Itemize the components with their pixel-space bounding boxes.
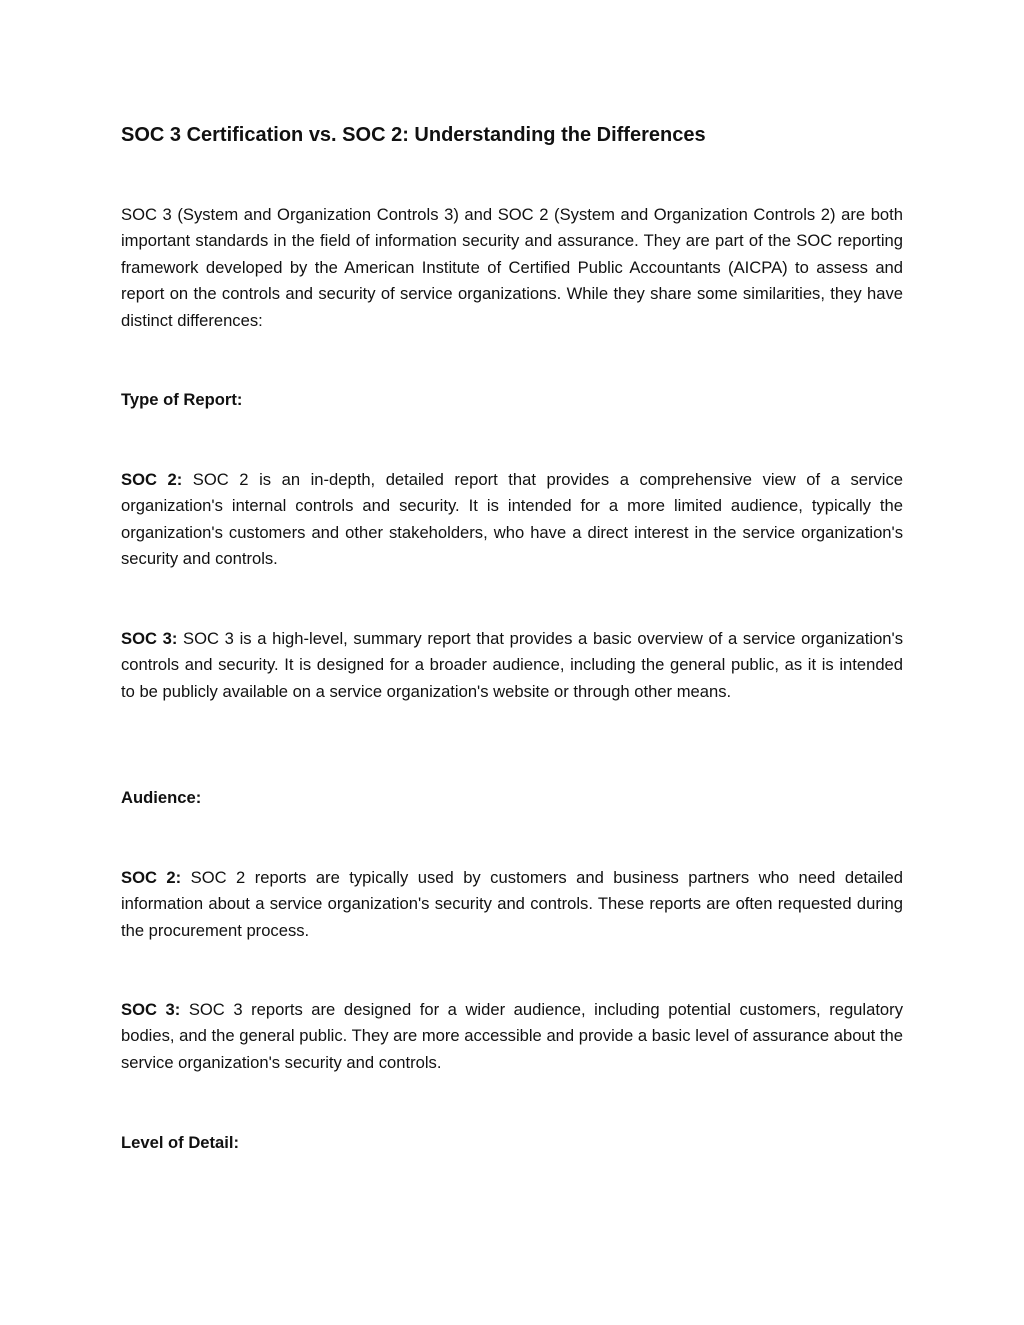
soc3-report-type-text: SOC 3 is a high-level, summary report that provides a basic overview of a service organization's controls and security. It is designed for a broader audience, including the general public, as it is intended to be publicly available on a service organization's website or through other means. xyxy=(121,629,903,701)
soc2-report-type-paragraph xyxy=(121,467,903,573)
soc3-audience-text: SOC 3 reports are designed for a wider audience, including potential customers, regulatory bodies, and the general public. They are more accessible and provide a basic level of assurance about the service organization's security and controls. xyxy=(121,1000,903,1072)
soc3-label: SOC 3: xyxy=(121,629,178,648)
section-heading-audience: Audience: xyxy=(121,788,202,807)
intro-paragraph: SOC 3 (System and Organization Controls 3) and SOC 2 (System and Organization Controls 2) are both important standards in the field of information security and assurance. They are part of the SOC reporting framework developed by the American Institute of Certified Public Accountants (AICPA) to assess and report on the controls and security of service organizations. While they share some similarities, they have distinct differences: xyxy=(121,205,903,330)
soc2-label: SOC 2: xyxy=(121,868,182,887)
soc2-label: SOC 2: xyxy=(121,470,183,489)
document-title: SOC 3 Certification vs. SOC 2: Understanding the Differences xyxy=(121,124,706,146)
soc3-label: SOC 3: xyxy=(121,1000,181,1019)
soc3-audience-paragraph xyxy=(121,997,903,1076)
soc3-report-type-paragraph xyxy=(121,626,903,705)
soc2-report-type-text: SOC 2 is an in-depth, detailed report that provides a comprehensive view of a service organization's internal controls and security. It is intended for a more limited audience, typically the organization's customers and other stakeholders, who have a direct interest in the service organization's security and controls. xyxy=(121,470,904,569)
section-heading-type-of-report: Type of Report: xyxy=(121,390,243,409)
soc2-audience-text: SOC 2 reports are typically used by customers and business partners who need detailed information about a service organization's security and controls. These reports are often requested during the procurement process. xyxy=(121,868,903,940)
soc2-audience-paragraph xyxy=(121,865,903,944)
section-heading-level-of-detail: Level of Detail: xyxy=(121,1133,240,1152)
